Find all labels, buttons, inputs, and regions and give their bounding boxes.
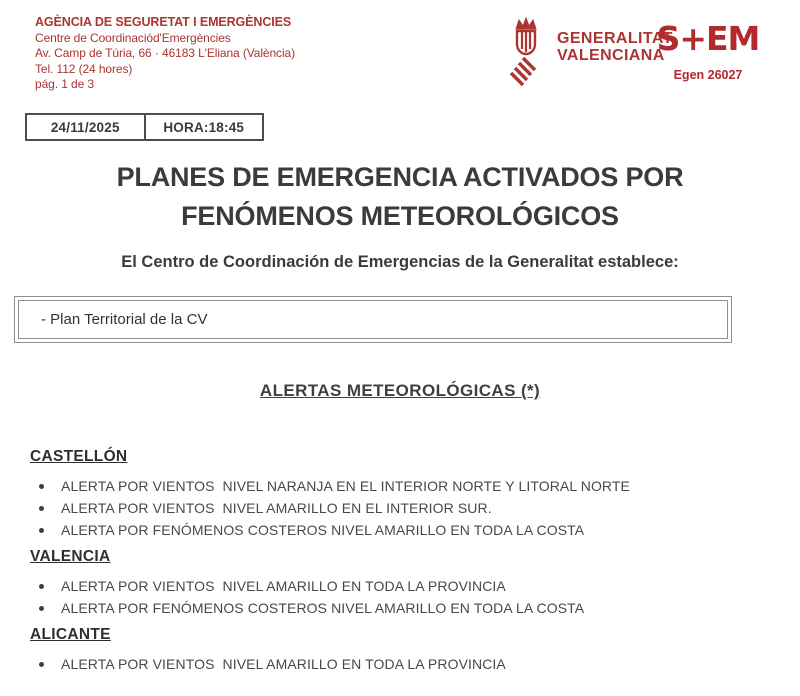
section-heading-castellon: CASTELLÓN	[30, 448, 128, 465]
alert-text: ALERTA POR VIENTOS NIVEL NARANJA EN EL INTERIOR NORTE Y LITORAL NORTE	[61, 478, 630, 494]
section-valencia	[30, 547, 780, 619]
alert-item	[30, 497, 780, 519]
agency-header	[35, 15, 295, 93]
section-heading-valencia: VALENCIA	[30, 548, 111, 565]
title-line-2: FENÓMENOS METEOROLÓGICOS	[181, 201, 619, 231]
title-line-1: PLANES DE EMERGENCIA ACTIVADOS POR	[116, 162, 684, 192]
generalitat-valenciana-logo	[505, 16, 673, 97]
alert-item	[30, 653, 780, 675]
date-cell: 24/11/2025	[50, 119, 120, 135]
document-subtitle: El Centro de Coordinación de Emergencias de la Generalitat establece:	[121, 253, 679, 271]
generalitat-word: GENERALITAT	[557, 30, 673, 47]
page-number: pág. 1 de 3	[35, 77, 94, 91]
alerts-heading: ALERTAS METEOROLÓGICAS (*)	[259, 381, 541, 400]
section-castellon	[30, 447, 780, 541]
agency-phone: Tel. 112 (24 hores)	[35, 61, 133, 76]
bullet-icon	[39, 484, 44, 489]
valenciana-word: VALENCIANA	[557, 47, 665, 64]
section-heading-alicante: ALICANTE	[30, 626, 111, 643]
alert-text: ALERTA POR VIENTOS NIVEL AMARILLO EN TODA LA PROVINCIA	[61, 578, 506, 594]
bullet-icon	[39, 584, 44, 589]
alert-item	[30, 597, 780, 619]
agency-centre-line: Centre de Coordinaciód'Emergències	[35, 30, 231, 45]
alert-text: ALERTA POR FENÓMENOS COSTEROS NIVEL AMARILLO EN TODA LA COSTA	[61, 600, 585, 616]
document-title	[0, 158, 800, 236]
plan-box	[14, 296, 732, 343]
section-alicante	[30, 625, 780, 675]
alert-item	[30, 475, 780, 497]
agency-address: Av. Camp de Túria, 66 · 46183 L'Eliana (València)	[35, 46, 295, 60]
plan-box-inner	[18, 300, 728, 339]
alert-text: ALERTA POR VIENTOS NIVEL AMARILLO EN EL INTERIOR SUR.	[61, 500, 492, 516]
datetime-table	[25, 113, 264, 141]
alert-item	[30, 519, 780, 541]
time-cell: HORA:18:45	[144, 115, 263, 139]
bullet-icon	[39, 662, 44, 667]
alert-text: ALERTA POR VIENTOS NIVEL AMARILLO EN TODA LA PROVINCIA	[61, 656, 506, 672]
generalitat-shield-icon	[505, 16, 547, 97]
alerts-sections	[30, 447, 780, 681]
agency-name: AGÈNCIA DE SEGURETAT I EMERGÈNCIES	[35, 15, 292, 29]
bullet-icon	[39, 506, 44, 511]
bullet-icon	[39, 528, 44, 533]
alert-item	[30, 575, 780, 597]
sem-logo: S+EM	[656, 19, 760, 58]
alert-text: ALERTA POR FENÓMENOS COSTEROS NIVEL AMARILLO EN TODA LA COSTA	[61, 522, 585, 538]
bullet-icon	[39, 606, 44, 611]
sem-logo-block	[656, 19, 760, 82]
sem-register-code: Egen 26027	[673, 68, 743, 82]
plan-territorial-text: - Plan Territorial de la CV	[41, 311, 208, 328]
